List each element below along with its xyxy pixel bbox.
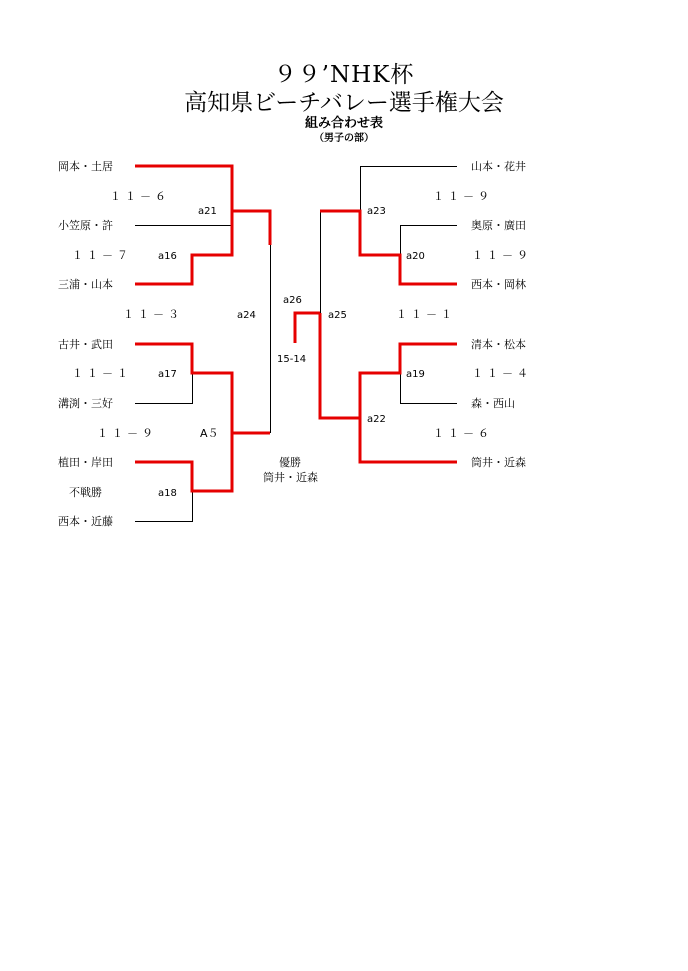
- match-label-a19: a19: [406, 369, 425, 380]
- bracket-lines-red: [135, 166, 457, 491]
- match-label-a26: a26: [283, 295, 302, 306]
- match-label-a25: a25: [328, 310, 347, 321]
- match-label-a21: a21: [198, 206, 217, 217]
- match-label-a18: a18: [158, 488, 177, 499]
- red-left-3: [135, 211, 232, 284]
- team-right-6: 筒井・近森: [471, 456, 526, 469]
- team-left-4: 古井・武田: [58, 338, 113, 351]
- match-label-a20: a20: [406, 251, 425, 262]
- score-right-5: １１－６: [433, 427, 493, 440]
- score-left-1: １１－６: [110, 190, 170, 203]
- score-left-3: １１－３: [123, 308, 183, 321]
- team-right-3: 西本・岡林: [471, 278, 526, 291]
- match-label-a16: a16: [158, 251, 177, 262]
- team-left-5: 溝渕・三好: [58, 397, 113, 410]
- red-right-3: [320, 211, 457, 284]
- red-left-4: [135, 344, 270, 433]
- match-label-a5: A５: [200, 427, 219, 440]
- team-left-6: 植田・岸田: [58, 456, 113, 469]
- champion-label: 優勝: [279, 456, 301, 469]
- score-right-1: １１－９: [433, 190, 493, 203]
- team-left-2: 小笠原・許: [58, 219, 113, 232]
- red-right-4: [320, 313, 457, 418]
- score-right-3: １１－１: [396, 308, 456, 321]
- score-left-2: １１－７: [72, 249, 132, 262]
- tournament-title: 高知県ビーチバレー選手権大会: [184, 90, 504, 116]
- division-label: （男子の部）: [314, 133, 374, 144]
- team-right-1: 山本・花井: [471, 160, 526, 173]
- bracket-subtitle: 組み合わせ表: [304, 116, 383, 131]
- champion-team: 筒井・近森: [263, 471, 318, 484]
- red-left-6: [135, 433, 232, 491]
- match-label-a23: a23: [367, 206, 386, 217]
- team-right-4: 清本・松本: [471, 338, 526, 351]
- team-left-bye: 不戦勝: [69, 486, 102, 499]
- final-score: 15-14: [277, 354, 307, 365]
- team-right-2: 奥原・廣田: [471, 219, 526, 232]
- score-left-4: １１－１: [72, 367, 132, 380]
- team-left-3: 三浦・山本: [58, 278, 113, 291]
- tournament-edition-title: ９９’NHK杯: [273, 62, 415, 88]
- team-left-1: 岡本・土居: [58, 160, 113, 173]
- line-left-2: [135, 226, 233, 256]
- match-label-a24: a24: [237, 310, 256, 321]
- score-right-4: １１－４: [472, 367, 532, 380]
- team-left-8: 西本・近藤: [58, 515, 113, 528]
- team-right-5: 森・西山: [471, 397, 515, 410]
- red-final: [295, 313, 320, 343]
- score-right-2: １１－９: [472, 249, 532, 262]
- match-label-a17: a17: [158, 369, 177, 380]
- score-left-5: １１－９: [97, 427, 157, 440]
- match-label-a22: a22: [367, 414, 386, 425]
